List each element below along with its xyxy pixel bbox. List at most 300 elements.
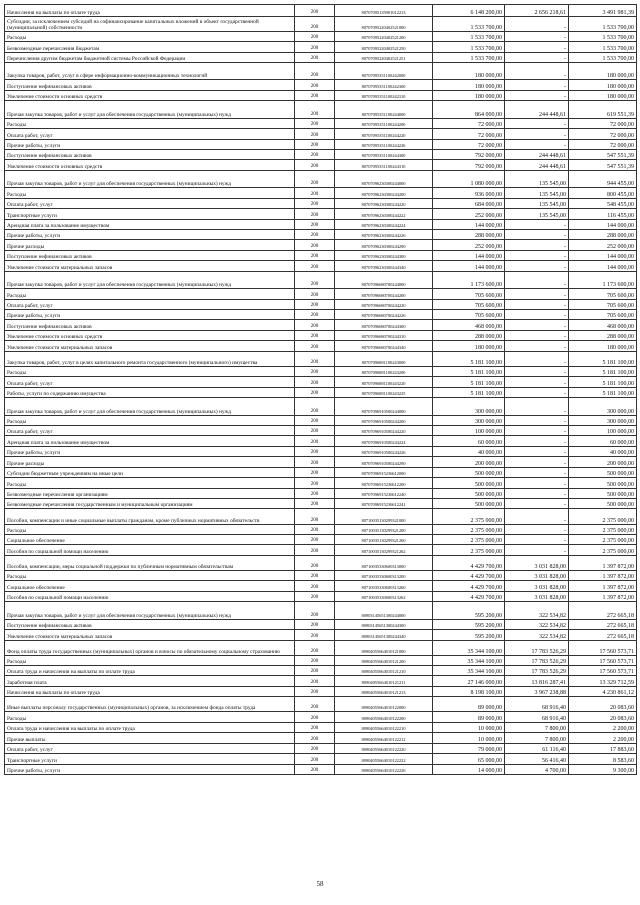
table-row [5,229,637,239]
row-code-cell: 200 [295,602,335,619]
row-remaining-cell: 180 000,00 [569,341,637,351]
row-remaining-cell: 288 000,00 [569,229,637,239]
row-kbk-cell: 80904055664010121000 [335,640,433,655]
table-row [5,351,637,366]
row-name-cell: Прочие работы, услуги [5,229,295,239]
row-executed-cell: 244 448,61 [505,160,569,170]
row-kbk-cell: 80707095351100244300 [335,149,433,159]
row-kbk-cell: 80707095351100244220 [335,129,433,139]
page-number: 58 [316,880,324,888]
row-name-cell: Прочая закупка товаров, работ и услуг для обеспечения государственных (муниципальных) нужд [5,398,295,415]
row-approved-cell: 595 200,00 [433,602,505,619]
row-approved-cell: 792 000,00 [433,160,505,170]
row-remaining-cell: 2 375 000,00 [569,509,637,524]
row-approved-cell: 4 429 700,00 [433,570,505,580]
row-remaining-cell: 13 329 712,59 [569,676,637,686]
row-name-cell: Расходы [5,188,295,198]
row-kbk-cell: 80903145651300244300 [335,619,433,629]
table-row [5,733,637,743]
row-approved-cell: 100 000,00 [433,425,505,435]
table-row [5,534,637,544]
row-code-cell: 200 [295,198,335,208]
row-kbk-cell: 80707095135901012213 [335,5,433,17]
row-executed-cell: 61 116,40 [505,743,569,753]
table-row [5,581,637,591]
row-remaining-cell: 705 600,00 [569,309,637,319]
table-row [5,299,637,309]
table-row [5,640,637,655]
row-remaining-cell: 272 665,18 [569,602,637,619]
row-code-cell: 200 [295,478,335,488]
row-executed-cell: - [505,478,569,488]
row-kbk-cell: 80710035330600313200 [335,570,433,580]
row-executed-cell: 13 816 287,41 [505,676,569,686]
row-name-cell: Закупка товаров, работ, услуг в сфере информационно-коммуникационных технологий [5,62,295,79]
row-name-cell: Оплата труда и начисления на выплаты по оплате труда [5,666,295,676]
table-row [5,655,637,665]
row-remaining-cell: 705 600,00 [569,299,637,309]
row-name-cell: Прочие расходы [5,240,295,250]
table-row [5,509,637,524]
row-name-cell: Фонд оплаты труда государственных (муниципальных) органов и взносы по обязательному социальному страхованию [5,640,295,655]
row-code-cell: 200 [295,630,335,640]
row-kbk-cell: 80707095351100244200 [335,118,433,128]
row-approved-cell: 2 375 000,00 [433,534,505,544]
row-executed-cell: 3 031 828,00 [505,591,569,601]
row-approved-cell: 10 000,00 [433,733,505,743]
row-remaining-cell: 200 000,00 [569,457,637,467]
table-row [5,209,637,219]
row-code-cell: 200 [295,499,335,509]
row-remaining-cell: 144 000,00 [569,261,637,271]
row-name-cell: Оплата работ, услуг [5,129,295,139]
row-name-cell: Увеличение стоимости основных средств [5,90,295,100]
row-executed-cell: - [505,457,569,467]
table-row [5,80,637,90]
row-code-cell: 200 [295,640,335,655]
row-name-cell: Прочие работы, услуги [5,139,295,149]
row-approved-cell: 500 000,00 [433,488,505,498]
row-approved-cell: 468 000,00 [433,320,505,330]
row-kbk-cell: 80710035130299321000 [335,509,433,524]
row-name-cell: Заработная плата [5,676,295,686]
row-remaining-cell: 1 533 700,00 [569,52,637,62]
table-row [5,398,637,415]
row-approved-cell: 4 429 700,00 [433,591,505,601]
row-kbk-cell: 80707096230300244220 [335,198,433,208]
row-kbk-cell: 80707096915236612200 [335,478,433,488]
row-remaining-cell: 500 000,00 [569,478,637,488]
row-executed-cell: - [505,488,569,498]
row-kbk-cell: 80707095351100242300 [335,80,433,90]
row-remaining-cell: 272 665,18 [569,630,637,640]
row-code-cell: 200 [295,733,335,743]
row-kbk-cell: 80904055664010122200 [335,712,433,722]
row-code-cell: 200 [295,377,335,387]
row-executed-cell: - [505,309,569,319]
budget-report-sheet [4,4,636,775]
row-executed-cell: - [505,250,569,260]
row-remaining-cell: 705 600,00 [569,289,637,299]
row-code-cell: 200 [295,457,335,467]
row-executed-cell: 2 656 218,61 [505,5,569,17]
table-row [5,90,637,100]
row-code-cell: 200 [295,509,335,524]
row-remaining-cell: 72 000,00 [569,118,637,128]
row-approved-cell: 5 181 100,00 [433,366,505,376]
row-executed-cell: 322 534,82 [505,630,569,640]
row-kbk-cell: 80707095351100242000 [335,62,433,79]
row-remaining-cell: 2 375 000,00 [569,534,637,544]
table-row [5,488,637,498]
row-remaining-cell: 300 000,00 [569,398,637,415]
row-name-cell: Прочие расходы [5,457,295,467]
row-executed-cell: 56 416,40 [505,754,569,764]
row-name-cell: Расходы [5,524,295,534]
row-approved-cell: 1 533 700,00 [433,31,505,41]
row-approved-cell: 6 148 200,00 [433,5,505,17]
row-approved-cell: 288 000,00 [433,330,505,340]
row-code-cell: 200 [295,591,335,601]
row-kbk-cell: 80904055664010121213 [335,686,433,696]
row-executed-cell: - [505,425,569,435]
row-code-cell: 200 [295,330,335,340]
row-remaining-cell: 20 083,60 [569,697,637,712]
row-kbk-cell: 80707096230300244000 [335,170,433,187]
row-kbk-cell: 80707095351100244310 [335,160,433,170]
table-row [5,743,637,753]
row-approved-cell: 1 533 700,00 [433,52,505,62]
row-kbk-cell: 80707095220402521250 [335,42,433,52]
row-executed-cell: - [505,129,569,139]
row-name-cell: Увеличение стоимости основных средств [5,160,295,170]
row-code-cell: 200 [295,62,335,79]
row-executed-cell: 135 545,00 [505,170,569,187]
table-row [5,555,637,570]
row-executed-cell: 135 545,00 [505,198,569,208]
row-kbk-cell: 80904055664010122222 [335,754,433,764]
table-row [5,250,637,260]
row-code-cell: 200 [295,80,335,90]
row-remaining-cell: 72 000,00 [569,139,637,149]
table-row [5,499,637,509]
row-code-cell: 200 [295,118,335,128]
row-approved-cell: 705 600,00 [433,299,505,309]
row-executed-cell: - [505,415,569,425]
row-code-cell: 200 [295,149,335,159]
row-remaining-cell: 1 397 872,00 [569,581,637,591]
table-row [5,666,637,676]
row-executed-cell: - [505,240,569,250]
row-approved-cell: 27 146 000,00 [433,676,505,686]
row-code-cell: 200 [295,581,335,591]
row-code-cell: 200 [295,129,335,139]
row-executed-cell: - [505,139,569,149]
row-approved-cell: 500 000,00 [433,499,505,509]
row-code-cell: 200 [295,686,335,696]
table-row [5,366,637,376]
table-row [5,271,637,288]
row-executed-cell: - [505,219,569,229]
row-kbk-cell: 80707096915236612240 [335,488,433,498]
row-name-cell: Пособия, компенсации и иные социальные выплаты гражданам, кроме публичных нормативных обязательств [5,509,295,524]
table-row [5,309,637,319]
row-approved-cell: 684 000,00 [433,198,505,208]
row-code-cell: 200 [295,289,335,299]
row-kbk-cell: 80707095351100242310 [335,90,433,100]
row-approved-cell: 792 000,00 [433,149,505,159]
table-row [5,676,637,686]
row-code-cell: 200 [295,229,335,239]
row-executed-cell: - [505,31,569,41]
row-name-cell: Увеличение стоимости основных средств [5,330,295,340]
row-code-cell: 200 [295,139,335,149]
row-executed-cell: - [505,351,569,366]
row-remaining-cell: 180 000,00 [569,90,637,100]
table-row [5,591,637,601]
row-remaining-cell: 60 000,00 [569,436,637,446]
row-name-cell: Расходы [5,478,295,488]
row-name-cell: Оплата работ, услуг [5,377,295,387]
row-remaining-cell: 144 000,00 [569,250,637,260]
row-remaining-cell: 17 560 573,71 [569,666,637,676]
table-row [5,289,637,299]
row-approved-cell: 180 000,00 [433,90,505,100]
row-name-cell: Прочие работы, услуги [5,309,295,319]
table-row [5,602,637,619]
row-approved-cell: 8 198 100,00 [433,686,505,696]
row-executed-cell: - [505,499,569,509]
table-row [5,188,637,198]
row-approved-cell: 144 000,00 [433,261,505,271]
row-approved-cell: 252 000,00 [433,209,505,219]
row-name-cell: Увеличение стоимости материальных запасов [5,630,295,640]
row-name-cell: Поступление нефинансовых активов [5,320,295,330]
row-executed-cell: - [505,118,569,128]
row-remaining-cell: 288 000,00 [569,330,637,340]
row-executed-cell: 3 031 828,00 [505,570,569,580]
table-row [5,101,637,118]
row-executed-cell: - [505,436,569,446]
table-row [5,198,637,208]
row-name-cell: Иные выплаты персоналу государственных (муниципальных) органов, за исключением фонда оплаты труда [5,697,295,712]
table-row [5,764,637,774]
row-executed-cell: 17 783 526,29 [505,655,569,665]
table-row [5,446,637,456]
table-row [5,387,637,397]
table-row [5,170,637,187]
row-kbk-cell: 80707096910500244200 [335,415,433,425]
row-name-cell: Прочая закупка товаров, работ и услуг для обеспечения государственных (муниципальных) нужд [5,602,295,619]
row-code-cell: 200 [295,16,335,31]
row-name-cell: Расходы [5,366,295,376]
row-code-cell: 200 [295,90,335,100]
row-code-cell: 200 [295,170,335,187]
row-name-cell: Транспортные услуги [5,209,295,219]
row-code-cell: 200 [295,697,335,712]
row-name-cell: Поступление нефинансовых активов [5,619,295,629]
table-row [5,42,637,52]
row-name-cell: Работы, услуги по содержанию имущества [5,387,295,397]
row-remaining-cell: 4 230 861,12 [569,686,637,696]
row-executed-cell: 244 448,61 [505,101,569,118]
row-approved-cell: 1 533 700,00 [433,42,505,52]
row-name-cell: Пособия по социальной помощи населению [5,591,295,601]
row-code-cell: 200 [295,555,335,570]
row-executed-cell: 7 800,00 [505,722,569,732]
row-approved-cell: 2 375 000,00 [433,509,505,524]
row-code-cell: 200 [295,712,335,722]
row-executed-cell: - [505,52,569,62]
row-name-cell: Поступление нефинансовых активов [5,149,295,159]
row-approved-cell: 936 000,00 [433,188,505,198]
row-name-cell: Расходы [5,31,295,41]
row-executed-cell: - [505,62,569,79]
row-remaining-cell: 300 000,00 [569,415,637,425]
table-row [5,341,637,351]
row-code-cell: 200 [295,387,335,397]
row-name-cell: Начисления на выплаты по оплате труда [5,686,295,696]
row-code-cell: 200 [295,42,335,52]
row-executed-cell: 7 800,00 [505,733,569,743]
row-remaining-cell: 619 551,39 [569,101,637,118]
row-approved-cell: 180 000,00 [433,62,505,79]
row-remaining-cell: 547 551,39 [569,149,637,159]
row-kbk-cell: 80707096881100243225 [335,387,433,397]
row-remaining-cell: 2 200,00 [569,722,637,732]
row-executed-cell: 4 700,00 [505,764,569,774]
row-code-cell: 200 [295,488,335,498]
row-kbk-cell: 80707096910500244290 [335,457,433,467]
table-row [5,425,637,435]
table-row [5,467,637,477]
row-executed-cell: - [505,229,569,239]
row-name-cell: Перечисления другим бюджетам бюджетной системы Российской Федерации [5,52,295,62]
row-executed-cell: 322 534,82 [505,602,569,619]
row-kbk-cell: 80707096230300244300 [335,250,433,260]
table-row [5,754,637,764]
row-remaining-cell: 5 181 100,00 [569,377,637,387]
row-approved-cell: 144 000,00 [433,250,505,260]
row-code-cell: 200 [295,101,335,118]
row-approved-cell: 500 000,00 [433,467,505,477]
table-row [5,712,637,722]
row-remaining-cell: 180 000,00 [569,62,637,79]
row-code-cell: 200 [295,261,335,271]
row-name-cell: Социальное обеспечение [5,581,295,591]
row-approved-cell: 252 000,00 [433,240,505,250]
table-row [5,570,637,580]
row-name-cell: Безвозмездные перечисления бюджетам [5,42,295,52]
row-name-cell: Пособия, компенсации, меры социальной поддержки по публичным нормативным обязательствам [5,555,295,570]
table-row [5,377,637,387]
row-code-cell: 200 [295,743,335,753]
row-remaining-cell: 5 181 100,00 [569,351,637,366]
row-executed-cell: 322 534,82 [505,619,569,629]
row-approved-cell: 180 000,00 [433,341,505,351]
row-remaining-cell: 2 200,00 [569,733,637,743]
table-row [5,630,637,640]
row-code-cell: 200 [295,309,335,319]
row-remaining-cell: 100 000,00 [569,425,637,435]
row-approved-cell: 10 000,00 [433,722,505,732]
table-row [5,457,637,467]
table-row [5,139,637,149]
row-kbk-cell: 80707096680700244300 [335,320,433,330]
row-approved-cell: 72 000,00 [433,139,505,149]
row-code-cell: 200 [295,534,335,544]
table-row [5,5,637,17]
row-code-cell: 200 [295,31,335,41]
row-kbk-cell: 80707096680700244310 [335,330,433,340]
row-code-cell: 200 [295,446,335,456]
row-approved-cell: 595 200,00 [433,619,505,629]
row-approved-cell: 35 344 100,00 [433,666,505,676]
row-approved-cell: 864 000,00 [433,101,505,118]
row-approved-cell: 4 429 700,00 [433,555,505,570]
row-kbk-cell: 80904055664010122000 [335,697,433,712]
row-executed-cell: - [505,299,569,309]
row-name-cell: Безвозмездные перечисления государственным и муниципальным организациям [5,499,295,509]
row-name-cell: Социальное обеспечение [5,534,295,544]
row-remaining-cell: 5 181 100,00 [569,387,637,397]
row-kbk-cell: 80904055664010121211 [335,676,433,686]
row-approved-cell: 1 533 700,00 [433,16,505,31]
table-row [5,697,637,712]
row-approved-cell: 89 000,00 [433,697,505,712]
row-name-cell: Прочие работы, услуги [5,764,295,774]
row-approved-cell: 144 000,00 [433,219,505,229]
row-executed-cell: - [505,42,569,52]
row-name-cell: Поступление нефинансовых активов [5,250,295,260]
table-row [5,619,637,629]
row-code-cell: 200 [295,160,335,170]
row-name-cell: Прочая закупка товаров, работ и услуг для обеспечения государственных (муниципальных) нужд [5,170,295,187]
table-row [5,52,637,62]
row-remaining-cell: 2 375 000,00 [569,524,637,534]
row-executed-cell: - [505,387,569,397]
row-executed-cell: - [505,341,569,351]
row-name-cell: Прочие работы, услуги [5,446,295,456]
table-row [5,686,637,696]
row-kbk-cell: 80707096881100243200 [335,366,433,376]
row-executed-cell: - [505,261,569,271]
row-name-cell: Расходы [5,655,295,665]
table-row [5,545,637,555]
row-remaining-cell: 17 560 573,71 [569,640,637,655]
row-remaining-cell: 144 000,00 [569,219,637,229]
row-approved-cell: 40 000,00 [433,446,505,456]
table-row [5,31,637,41]
row-executed-cell: - [505,398,569,415]
row-executed-cell: - [505,545,569,555]
row-approved-cell: 5 181 100,00 [433,377,505,387]
row-kbk-cell: 80707096680700244220 [335,299,433,309]
row-executed-cell: 3 967 238,88 [505,686,569,696]
row-approved-cell: 72 000,00 [433,118,505,128]
table-row [5,62,637,79]
row-executed-cell: - [505,467,569,477]
row-name-cell: Поступление нефинансовых активов [5,80,295,90]
row-approved-cell: 4 429 700,00 [433,581,505,591]
row-remaining-cell: 500 000,00 [569,467,637,477]
row-kbk-cell: 80710035330600313000 [335,555,433,570]
row-kbk-cell: 80904055664010121200 [335,655,433,665]
row-approved-cell: 89 000,00 [433,712,505,722]
row-executed-cell: - [505,534,569,544]
row-approved-cell: 35 344 100,00 [433,655,505,665]
row-remaining-cell: 1 173 600,00 [569,271,637,288]
